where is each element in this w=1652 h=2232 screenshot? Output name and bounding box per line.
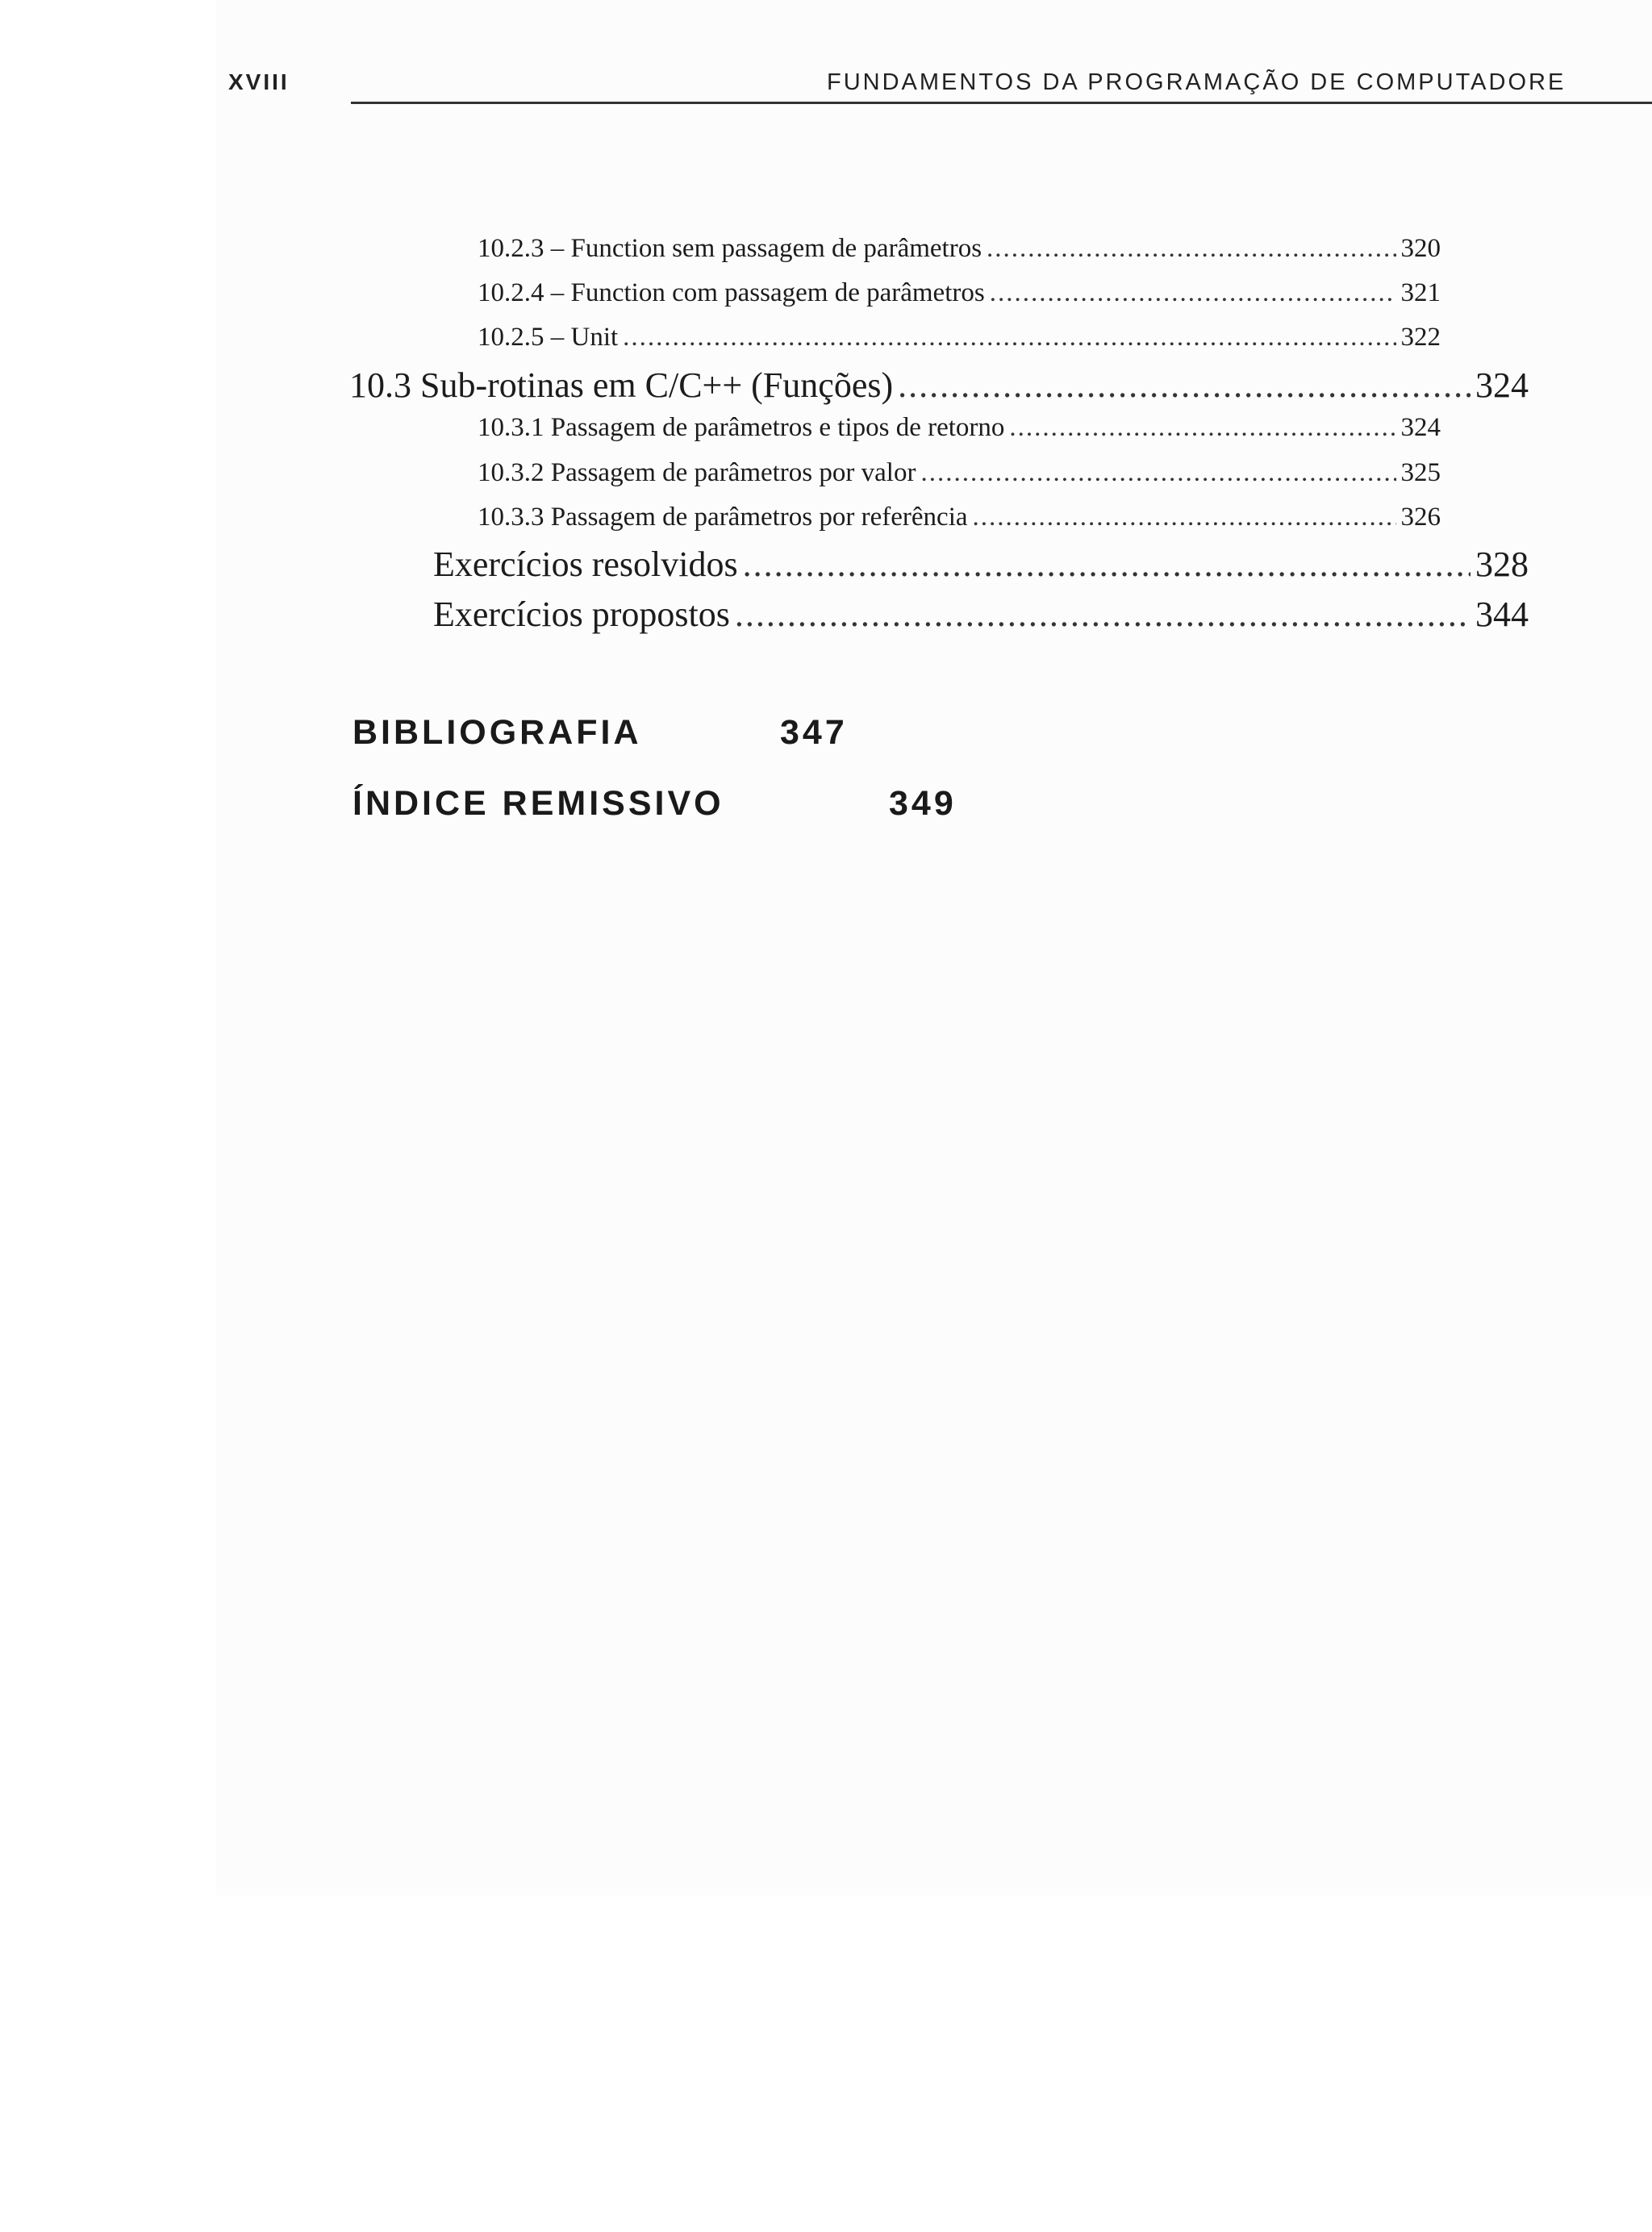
running-header-title: FUNDAMENTOS DA PROGRAMAÇÃO DE COMPUTADORE: [827, 69, 1566, 95]
toc-entry-page: 321: [1400, 278, 1441, 307]
toc-entry: [349, 365, 1529, 407]
toc-entry: [478, 278, 1441, 311]
toc-entry: [478, 234, 1441, 266]
toc-entry-page: 324: [1400, 413, 1441, 442]
toc-entry-page: 324: [1475, 365, 1529, 405]
toc-entry: [478, 458, 1441, 490]
toc-entry: [478, 413, 1441, 445]
toc-entry-title: 10.3 Sub-rotinas em C/C++ (Funções): [349, 365, 894, 405]
back-matter-title: BIBLIOGRAFIA: [353, 713, 642, 752]
toc-leader-dots: [990, 278, 1396, 308]
toc-entry-page: 344: [1475, 595, 1529, 634]
toc-entry: [478, 503, 1441, 535]
toc-entry-title: Exercícios resolvidos: [433, 544, 738, 584]
page-number-roman: XVIII: [228, 69, 290, 94]
toc-entry-page: 328: [1475, 544, 1529, 584]
toc-entry-title: 10.3.3 Passagem de parâmetros por referência: [478, 503, 968, 532]
back-matter-entry: [353, 784, 957, 824]
toc-entry-title: 10.3.1 Passagem de parâmetros e tipos de retorno: [478, 413, 1005, 442]
toc-entry: [433, 594, 1529, 636]
toc-entry-title: 10.2.4 – Function com passagem de parâmetros: [478, 278, 985, 307]
toc-leader-dots: [623, 323, 1395, 353]
toc-entry-page: 322: [1400, 323, 1441, 352]
back-matter-title: ÍNDICE REMISSIVO: [353, 784, 724, 823]
toc-entry-title: Exercícios propostos: [433, 595, 730, 634]
toc-entry: [478, 323, 1441, 355]
header-rule: [351, 102, 1652, 104]
back-matter-page: 347: [780, 713, 848, 752]
toc-entry-page: 326: [1400, 503, 1441, 532]
toc-leader-dots: [920, 458, 1395, 488]
toc-leader-dots: [987, 234, 1395, 264]
toc-leader-dots: [973, 503, 1396, 532]
toc-leader-dots: [735, 594, 1471, 635]
toc-entry-page: 320: [1400, 234, 1441, 263]
back-matter-page: 349: [889, 784, 957, 823]
toc-entry-title: 10.2.3 – Function sem passagem de parâmetros: [478, 234, 982, 263]
toc-entry-title: 10.3.2 Passagem de parâmetros por valor: [478, 458, 916, 487]
toc-entry: [433, 544, 1529, 586]
toc-entry-title: 10.2.5 – Unit: [478, 323, 619, 352]
toc-leader-dots: [898, 365, 1471, 406]
toc-leader-dots: [743, 544, 1471, 585]
back-matter-entry: [353, 713, 848, 753]
toc-leader-dots: [1009, 413, 1395, 443]
toc-entry-page: 325: [1400, 458, 1441, 487]
